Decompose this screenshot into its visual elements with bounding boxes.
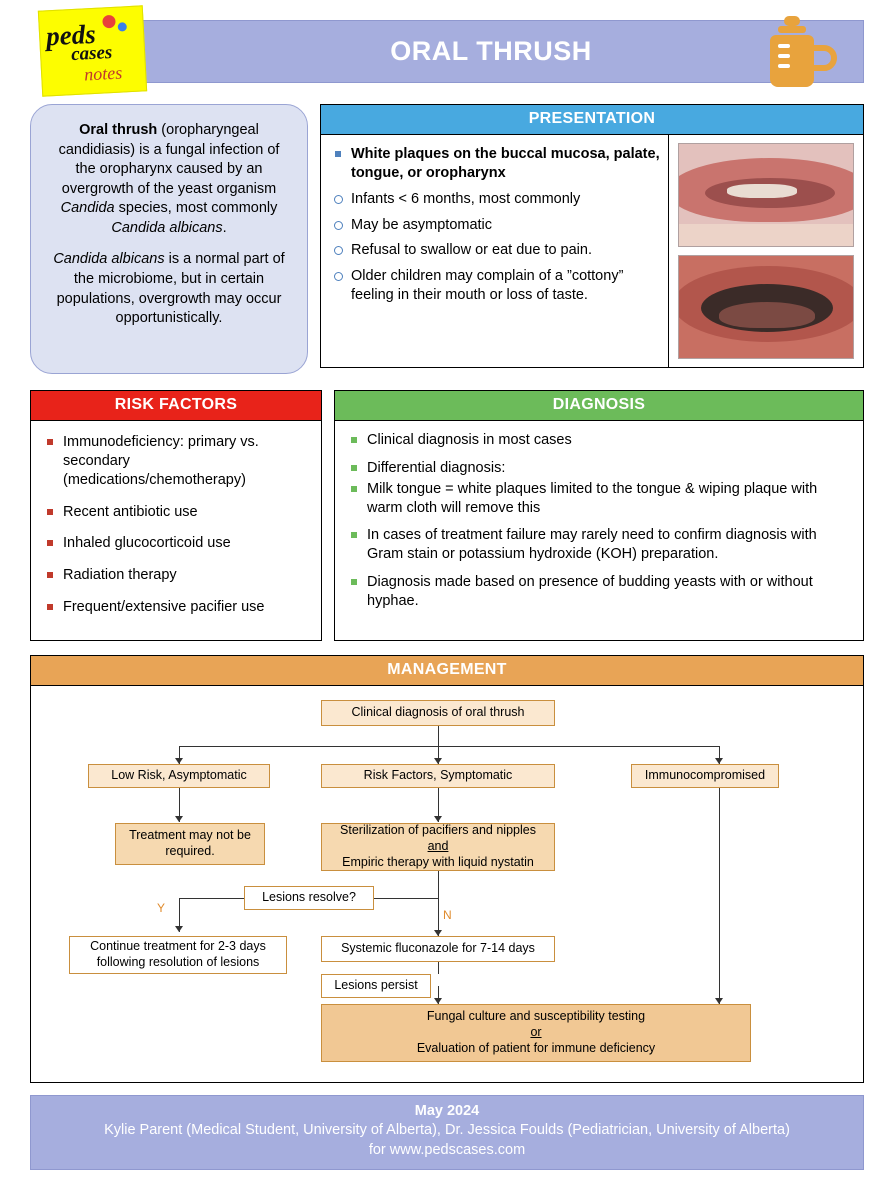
flow-node-sterilization-nystatin xyxy=(321,823,555,871)
list-item: White plaques on the buccal mucosa, palate, tongue, or oropharynx xyxy=(333,145,660,183)
definition-italic-candida: Candida xyxy=(60,200,115,217)
logo-text-peds: peds xyxy=(45,18,97,52)
list-item: Immunodeficiency: primary vs. secondary (medications/chemotherapy) xyxy=(45,433,311,490)
definition-paragraph-1 xyxy=(51,121,287,238)
flow-node-culture-or-immune-eval xyxy=(321,1004,751,1062)
logo-text-notes: notes xyxy=(83,62,123,85)
footer-site: for www.pedscases.com xyxy=(368,1142,526,1159)
footer xyxy=(30,1095,864,1170)
flow-node-risk-factors: Risk Factors, Symptomatic xyxy=(321,764,555,788)
management-panel xyxy=(30,655,864,1083)
definition-box xyxy=(30,104,308,374)
list-item: Clinical diagnosis in most cases xyxy=(349,431,851,450)
flow-node-culture-or: or xyxy=(530,1025,542,1040)
flow-node-culture-line1: Fungal culture and susceptibility testing xyxy=(426,1009,646,1024)
flow-label-no: N xyxy=(443,907,452,922)
flow-node-immunocompromised: Immunocompromised xyxy=(631,764,779,788)
clinical-photo-oral-thrush-1 xyxy=(678,143,854,247)
definition-italic-candida-albicans-2: Candida albicans xyxy=(53,251,165,268)
list-item: Radiation therapy xyxy=(45,566,311,585)
list-item: Refusal to swallow or eat due to pain. xyxy=(333,241,660,260)
logo-text-cases: cases xyxy=(70,41,113,66)
management-flowchart xyxy=(31,686,863,1082)
flow-node-fluconazole: Systemic fluconazole for 7-14 days xyxy=(321,936,555,962)
list-item: Differential diagnosis: xyxy=(349,459,851,478)
flow-node-sterilization-line2: Empiric therapy with liquid nystatin xyxy=(342,854,534,869)
diagnosis-panel xyxy=(334,390,864,641)
list-item: Diagnosis made based on presence of budding yeasts with or without hyphae. xyxy=(349,573,851,611)
list-item: Frequent/extensive pacifier use xyxy=(45,598,311,617)
baby-bottle-icon xyxy=(750,14,846,94)
diagnosis-heading: DIAGNOSIS xyxy=(335,391,863,421)
risk-factors-heading: RISK FACTORS xyxy=(31,391,321,421)
list-item: Infants < 6 months, most commonly xyxy=(333,190,660,209)
presentation-heading: PRESENTATION xyxy=(321,105,863,135)
flow-node-continue-treatment: Continue treatment for 2-3 days following resolution of lesions xyxy=(69,936,287,974)
definition-and-presentation-row xyxy=(30,104,864,374)
list-item: Milk tongue = white plaques limited to the tongue & wiping plaque with warm cloth will remove this xyxy=(349,480,851,518)
flow-label-yes: Y xyxy=(157,900,166,915)
flow-node-lesions-persist: Lesions persist xyxy=(321,974,431,998)
definition-lead: Oral thrush xyxy=(79,122,158,138)
list-item: May be asymptomatic xyxy=(333,216,660,235)
pedscases-logo xyxy=(38,5,147,96)
definition-text-b: species, most commonly xyxy=(114,200,278,217)
definition-text-c: . xyxy=(222,219,227,236)
risk-factors-panel xyxy=(30,390,322,641)
flow-node-low-risk: Low Risk, Asymptomatic xyxy=(88,764,270,788)
management-heading: MANAGEMENT xyxy=(31,656,863,686)
flow-node-sterilization-and: and xyxy=(427,839,449,854)
logo-dot-red xyxy=(102,15,116,29)
logo-dot-blue xyxy=(118,22,127,31)
list-item: Older children may complain of a ”cottony” feeling in their mouth or loss of taste. xyxy=(333,267,660,305)
definition-paragraph-2 xyxy=(51,250,287,328)
header xyxy=(30,8,864,94)
flow-node-sterilization-line1: Sterilization of pacifiers and nipples xyxy=(340,823,536,838)
footer-authors: Kylie Parent (Medical Student, University of Alberta), Dr. Jessica Foulds (Pediatrician, University of Alberta) xyxy=(104,1122,790,1139)
list-item: In cases of treatment failure may rarely need to confirm diagnosis with Gram stain or potassium hydroxide (KOH) preparation. xyxy=(349,526,851,564)
flow-node-culture-line2: Evaluation of patient for immune deficiency xyxy=(416,1040,656,1055)
definition-italic-candida-albicans: Candida albicans xyxy=(111,219,223,236)
definition-text-d: is a normal part of the microbiome, but in certain populations, overgrowth may occur opportunistically. xyxy=(56,251,285,327)
footer-date: May 2024 xyxy=(414,1102,480,1119)
flow-node-no-treatment: Treatment may not be required. xyxy=(115,823,265,865)
flow-node-start: Clinical diagnosis of oral thrush xyxy=(321,700,555,726)
presentation-list xyxy=(321,135,669,367)
risk-and-diagnosis-row xyxy=(30,390,864,641)
page-title: ORAL THRUSH xyxy=(390,35,592,66)
flow-node-lesions-resolve: Lesions resolve? xyxy=(244,886,374,910)
presentation-panel xyxy=(320,104,864,368)
definition-text-a: (oropharyngeal candidiasis) is a fungal infection of the oropharynx caused by an overgrowth of the yeast organism xyxy=(58,122,280,197)
list-item: Inhaled glucocorticoid use xyxy=(45,534,311,553)
clinical-photo-oral-thrush-2 xyxy=(678,255,854,359)
list-item: Recent antibiotic use xyxy=(45,503,311,522)
presentation-images xyxy=(669,135,863,367)
